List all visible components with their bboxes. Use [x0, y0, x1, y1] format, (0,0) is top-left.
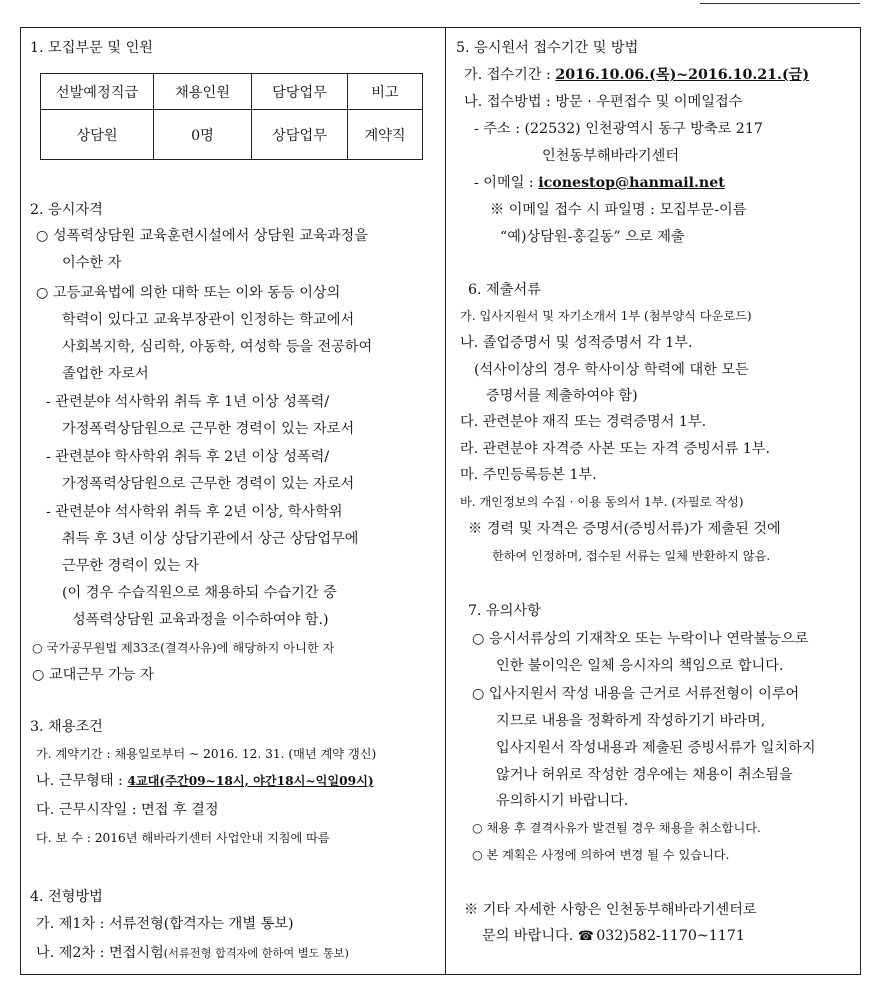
- caution-line: 지므로 내용을 정확하게 작성하기기 바라며,: [496, 713, 766, 729]
- work-shift-value: 4교대(주간09~18시, 야간18시~익일09시): [127, 774, 374, 788]
- address-line: - 주소 : (22532) 인천광역시 동구 방축로 217: [474, 121, 763, 137]
- condition-line: 다. 보 수 : 2016년 해바라기센터 사업안내 지침에 따름: [36, 831, 330, 845]
- application-line: 나. 접수방법 : 방문 · 우편접수 및 이메일접수: [464, 94, 743, 110]
- document-line: 증명서를 제출하여야 함): [486, 388, 638, 404]
- caution-line: 입사지원서 작성내용과 제출된 증빙서류가 일치하지: [496, 740, 816, 756]
- email-line: [474, 174, 725, 192]
- document-line: 마. 주민등록등본 1부.: [460, 467, 597, 483]
- qualification-line: - 관련분야 학사학위 취득 후 2년 이상 성폭력/: [46, 449, 330, 465]
- section-6-title: 6. 제출서류: [468, 282, 541, 298]
- table-header-cell: 담당업무: [252, 74, 348, 110]
- caution-line: 유의하시기 바랍니다.: [496, 793, 629, 809]
- condition-line: 가. 계약기간 : 채용일로부터 ~ 2016. 12. 31. (매년 계약 갱신): [36, 747, 377, 761]
- qualification-line: 학력이 있다고 교육부장관이 인정하는 학교에서: [62, 312, 355, 328]
- screening-note: (서류전형 합격자에 한하여 별도 통보): [163, 947, 349, 960]
- condition-line: 다. 근무시작일 : 면접 후 결정: [36, 802, 219, 818]
- qualification-line: 졸업한 자로서: [62, 366, 149, 382]
- section-3-title: 3. 채용조건: [30, 719, 103, 735]
- qualification-line: 가정폭력상담원으로 근무한 경력이 있는 자로서: [62, 476, 355, 492]
- qualification-line: - 관련분야 석사학위 취득 후 2년 이상, 학사학위: [46, 504, 343, 520]
- qualification-line: 사회복지학, 심리학, 아동학, 여성학 등을 전공하여: [62, 339, 373, 355]
- section-2-title: 2. 응시자격: [30, 202, 103, 218]
- contact-label: 문의 바랍니다.: [482, 928, 578, 944]
- table-cell: 0명: [154, 110, 252, 160]
- table-cell: 상담원: [41, 110, 154, 160]
- qualification-line: ○ 고등교육법에 의한 대학 또는 이와 동등 이상의: [36, 285, 341, 301]
- column-divider: [445, 27, 446, 975]
- qualification-line: ○ 국가공무원법 제33조(결격사유)에 해당하지 아니한 자: [32, 641, 335, 655]
- table-header-cell: 채용인원: [154, 74, 252, 110]
- qualification-line: 가정폭력상담원으로 근무한 경력이 있는 자로서: [62, 421, 355, 437]
- phone-icon: ☎: [577, 929, 594, 944]
- application-period-value: 2016.10.06.(목)~2016.10.21.(금): [555, 67, 810, 83]
- qualification-line: 근무한 경력이 있는 자: [62, 558, 199, 574]
- document-line: 라. 관련분야 자격증 사본 또는 자격 증빙서류 1부.: [460, 441, 771, 457]
- document-note: ※ 경력 및 자격은 증명서(증빙서류)가 제출된 것에: [468, 521, 781, 537]
- qualification-line: 이수한 자: [62, 255, 122, 271]
- section-4-title: 4. 전형방법: [30, 889, 103, 905]
- contact-line: [482, 927, 745, 946]
- table-row: [41, 110, 423, 160]
- position-table: [40, 73, 423, 160]
- document-line: (석사이상의 경우 학사이상 학력에 대한 모든: [474, 362, 749, 378]
- condition-label: 나. 근무형태 :: [36, 773, 128, 789]
- section-7-title: 7. 유의사항: [468, 603, 541, 619]
- application-line: [464, 66, 809, 84]
- table-header-cell: 비고: [348, 74, 423, 110]
- table-cell: 상담업무: [252, 110, 348, 160]
- document-line: 다. 관련분야 재직 또는 경력증명서 1부.: [460, 414, 707, 430]
- application-label: 가. 접수기간 :: [464, 67, 556, 83]
- section-5-title: 5. 응시원서 접수기간 및 방법: [456, 40, 639, 56]
- qualification-line: 취득 후 3년 이상 상담기관에서 상근 상담업무에: [62, 531, 359, 547]
- contact-note: ※ 기타 자세한 사항은 인천동부해바라기센터로: [464, 902, 757, 918]
- document-note: 한하여 인정하며, 접수된 서류는 일체 반환하지 않음.: [492, 549, 771, 563]
- caution-line: 인한 불이익은 일체 응시자의 책임으로 합니다.: [496, 658, 784, 674]
- email-label: - 이메일 :: [474, 175, 539, 191]
- table-cell: 계약직: [348, 110, 423, 160]
- caution-line: ○ 응시서류상의 기재착오 또는 누락이나 연락불능으로: [472, 631, 809, 647]
- document-line: 가. 입사지원서 및 자기소개서 1부 (첨부양식 다운로드): [460, 309, 752, 323]
- email-link[interactable]: iconestop@hanmail.net: [538, 175, 725, 191]
- top-border-fragment: [700, 0, 860, 4]
- qualification-line: ○ 성폭력상담원 교육훈련시설에서 상담원 교육과정을: [36, 228, 368, 244]
- address-line: 인천동부해바라기센터: [542, 148, 680, 164]
- caution-line: ○ 입사지원서 작성 내용을 근거로 서류전형이 이루어: [472, 686, 800, 702]
- qualification-line: ○ 교대근무 가능 자: [32, 667, 154, 683]
- qualification-line: - 관련분야 석사학위 취득 후 1년 이상 성폭력/: [46, 394, 330, 410]
- document-line: 나. 졸업증명서 및 성적증명서 각 1부.: [460, 335, 693, 351]
- condition-line: [36, 772, 374, 790]
- document-line: 바. 개인정보의 수집 · 이용 동의서 1부. (자필로 작성): [460, 495, 744, 509]
- table-header-cell: 선발예정직급: [41, 74, 154, 110]
- qualification-line: (이 경우 수습직원으로 채용하되 수습기간 중: [62, 585, 337, 601]
- screening-label: 나. 제2차 : 면접시험: [36, 945, 164, 961]
- screening-line: 가. 제1차 : 서류전형(합격자는 개별 통보): [36, 916, 294, 932]
- phone-number: 032)582-1170~1171: [591, 928, 745, 944]
- caution-line: ○ 본 계획은 사정에 의하여 변경 될 수 있습니다.: [472, 848, 730, 862]
- caution-line: ○ 채용 후 결격사유가 발견될 경우 채용을 취소합니다.: [472, 821, 761, 835]
- qualification-line: 성폭력상담원 교육과정을 이수하여야 함.): [72, 612, 329, 628]
- screening-line: [36, 944, 349, 963]
- table-header-row: [41, 74, 423, 110]
- email-note: ※ 이메일 접수 시 파일명 : 모집부문-이름: [490, 202, 747, 218]
- email-note: “예)상담원-홍길동” 으로 제출: [500, 229, 685, 245]
- caution-line: 않거나 허위로 작성한 경우에는 채용이 취소됨을: [496, 767, 793, 783]
- section-1-title: 1. 모집부문 및 인원: [30, 40, 154, 56]
